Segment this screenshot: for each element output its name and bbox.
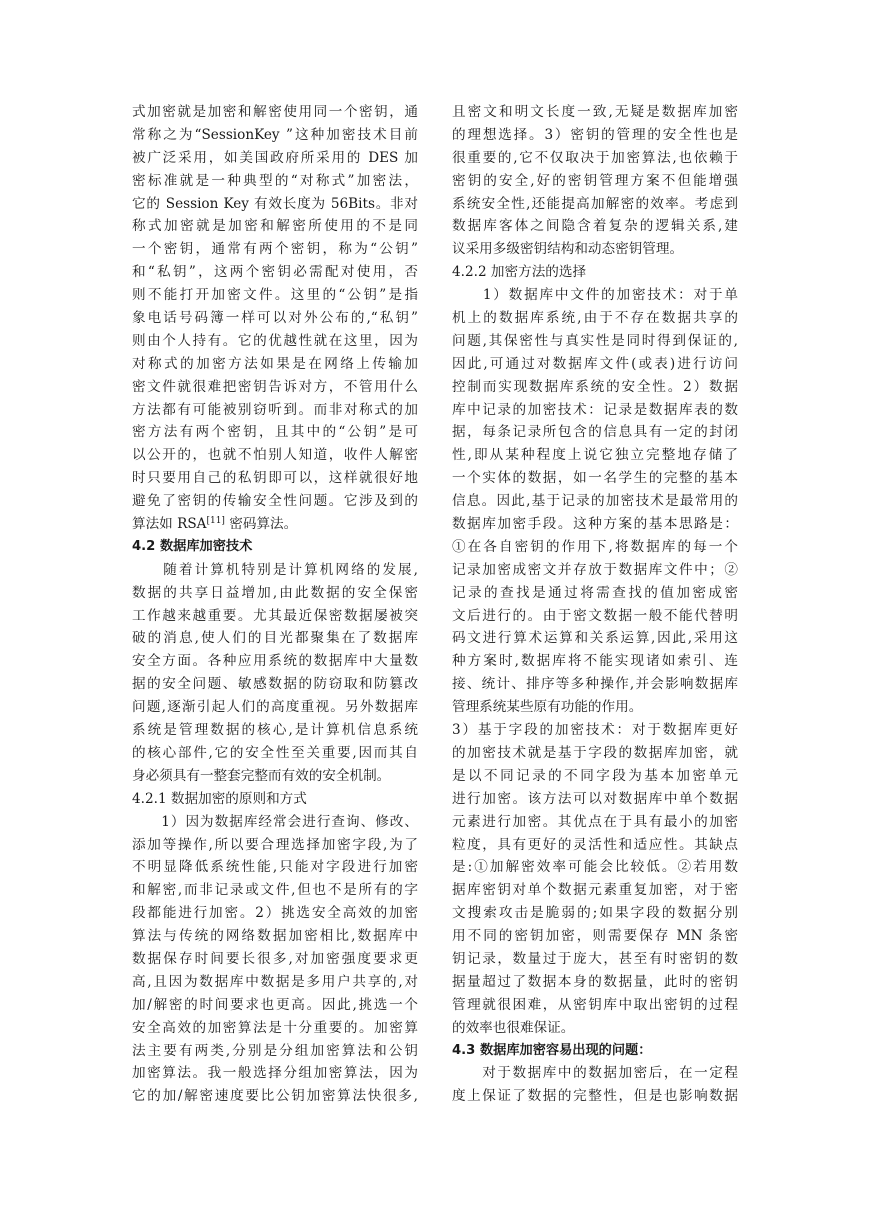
body-text-line bbox=[132, 215, 418, 238]
body-text-line bbox=[452, 765, 738, 788]
line-text: ①在各自密钥的作用下,将数据库的每一个 bbox=[452, 538, 738, 555]
body-text-line bbox=[132, 696, 418, 719]
body-text-line bbox=[132, 1040, 418, 1063]
body-text-line bbox=[132, 261, 418, 284]
body-text-line bbox=[452, 101, 738, 124]
body-text-line bbox=[452, 902, 738, 925]
line-text: 库中记录的加密技术：记录是数据库表的数 bbox=[452, 401, 738, 418]
body-text-line bbox=[132, 101, 418, 124]
body-text-line bbox=[132, 765, 418, 788]
line-text: 4.2.1 数据加密的原则和方式 bbox=[132, 790, 307, 807]
line-text: 管理就很困难，从密钥库中取出密钥的过程 bbox=[452, 996, 738, 1013]
body-text-line bbox=[452, 788, 738, 811]
line-text: 接、统计、排序等多种操作,并会影响数据库 bbox=[452, 676, 738, 693]
body-text-line bbox=[452, 948, 738, 971]
body-text-line bbox=[452, 627, 738, 650]
line-text: 据量超过了数据本身的数据量，此时的密钥 bbox=[452, 973, 738, 990]
line-text: 密方法有两个密钥，且其中的“公钥”是可 bbox=[132, 424, 418, 441]
section-heading bbox=[452, 1040, 738, 1063]
line-text: 不明显降低系统性能,只能对字段进行加密 bbox=[132, 859, 418, 876]
line-text: 象电话号码簿一样可以对外公布的,“私钥” bbox=[132, 310, 418, 327]
body-text-line bbox=[132, 399, 418, 422]
line-text: 避免了密钥的传输安全性问题。它涉及到的 bbox=[132, 493, 418, 510]
body-text-line bbox=[452, 605, 738, 628]
body-text-line bbox=[132, 353, 418, 376]
body-text-line bbox=[132, 902, 418, 925]
line-text: 和解密,而非记录或文件,但也不是所有的字 bbox=[132, 882, 418, 899]
body-text-line bbox=[132, 444, 418, 467]
body-text-line bbox=[132, 490, 418, 513]
line-text: 破的消息,使人们的目光都聚集在了数据库 bbox=[132, 630, 418, 647]
line-text: 据的安全问题、敏感数据的防窃取和防篡改 bbox=[132, 676, 418, 693]
line-text: 数据的共享日益增加,由此数据的安全保密 bbox=[132, 584, 418, 601]
line-text: 的效率也很难保证。 bbox=[452, 1019, 575, 1036]
body-text-line bbox=[132, 170, 418, 193]
body-text-line bbox=[132, 147, 418, 170]
body-text-line bbox=[452, 353, 738, 376]
body-text-line bbox=[452, 215, 738, 238]
line-text: 1）数据库中文件的加密技术：对于单 bbox=[452, 287, 738, 304]
body-text-line bbox=[452, 513, 738, 536]
line-text: 4.3 数据库加密容易出现的问题： bbox=[452, 1042, 652, 1058]
body-text-line bbox=[452, 399, 738, 422]
body-text-line bbox=[452, 994, 738, 1017]
line-text: 管理系统某些原有功能的作用。 bbox=[452, 699, 643, 716]
line-text: 一个实体的数据，如一名学生的完整的基本 bbox=[452, 470, 738, 487]
line-text: 4.2 数据库加密技术 bbox=[132, 538, 253, 554]
line-text: 工作越来越重要。尤其最近保密数据屡被突 bbox=[132, 607, 418, 624]
line-text: 添加等操作,所以要合理选择加密字段,为了 bbox=[132, 836, 418, 853]
body-text-line bbox=[452, 971, 738, 994]
body-text-line bbox=[452, 856, 738, 879]
line-text: 议采用多级密钥结构和动态密钥管理。 bbox=[452, 241, 684, 258]
line-text: 算法如 RSA bbox=[132, 516, 207, 533]
line-text: 以公开的，也就不怕别人知道，收件人解密 bbox=[132, 447, 418, 464]
line-text: 是:①加解密效率可能会比较低。②若用数 bbox=[452, 859, 738, 876]
line-text: 则由个人持有。它的优越性就在这里，因为 bbox=[132, 332, 418, 349]
line-text: 很重要的,它不仅取决于加密算法,也依赖于 bbox=[452, 149, 738, 166]
line-text: 对于数据库中的数据加密后，在一定程 bbox=[452, 1065, 738, 1082]
line-text: 被广泛采用，如美国政府所采用的 DES 加 bbox=[132, 149, 418, 166]
line-text: 3）基于字段的加密技术：对于数据库更好 bbox=[452, 722, 738, 739]
body-text-line bbox=[452, 742, 738, 765]
line-text: 一个密钥，通常有两个密钥，称为“公钥” bbox=[132, 241, 418, 258]
line-text: 机上的数据库系统,由于不存在数据共享的 bbox=[452, 310, 738, 327]
line-text: 方法都有可能被别窃听到。而非对称式的加 bbox=[132, 401, 418, 418]
body-text-line bbox=[452, 238, 738, 261]
line-text: 密标准就是一种典型的“对称式”加密法， bbox=[132, 172, 418, 189]
body-text-line bbox=[452, 124, 738, 147]
line-text: 1）因为数据库经常会进行查询、修改、 bbox=[132, 813, 418, 830]
body-text-line bbox=[452, 582, 738, 605]
body-text-line bbox=[132, 856, 418, 879]
line-text: 段都能进行加密。2）挑选安全高效的加密 bbox=[132, 905, 418, 922]
line-text: 码文进行算术运算和关系运算,因此,采用这 bbox=[452, 630, 738, 647]
subsection-heading bbox=[132, 788, 418, 811]
body-text-line bbox=[452, 330, 738, 353]
line-text: 时只要用自己的私钥即可以，这样就很好地 bbox=[132, 470, 418, 487]
line-text: 常称之为“SessionKey ”这种加密技术目前 bbox=[132, 126, 418, 143]
line-text: 算法与传统的网络数据加密相比,数据库中 bbox=[132, 928, 418, 945]
body-text-line bbox=[452, 879, 738, 902]
body-text-line bbox=[132, 971, 418, 994]
line-text: 系统安全性,还能提高加解密的效率。考虑到 bbox=[452, 195, 738, 212]
body-text-line bbox=[452, 925, 738, 948]
line-text: 安全方面。各种应用系统的数据库中大量数 bbox=[132, 653, 418, 670]
line-text: 对称式的加密方法如果是在网络上传输加 bbox=[132, 355, 418, 372]
body-text-line bbox=[132, 582, 418, 605]
line-text: 则不能打开加密文件。这里的“公钥”是指 bbox=[132, 287, 418, 304]
line-text: 钥记录，数量过于庞大，甚至有时密钥的数 bbox=[452, 950, 738, 967]
line-text-tail: 密码算法。 bbox=[224, 516, 298, 533]
line-text: 系统是管理数据的核心,是计算机信息系统 bbox=[132, 722, 418, 739]
body-text-line bbox=[452, 490, 738, 513]
line-text: 文搜索攻击是脆弱的;如果字段的数据分别 bbox=[452, 905, 738, 922]
body-text-line bbox=[452, 719, 738, 742]
body-text-line bbox=[132, 284, 418, 307]
line-text: 身必须具有一整套完整而有效的安全机制。 bbox=[132, 767, 391, 784]
line-text: 加密算法。我一般选择分组加密算法，因为 bbox=[132, 1065, 418, 1082]
section-heading bbox=[132, 536, 418, 559]
body-text-line bbox=[452, 170, 738, 193]
body-text-line bbox=[132, 467, 418, 490]
body-text-line bbox=[132, 742, 418, 765]
line-text: 是以不同记录的不同字段为基本加密单元 bbox=[452, 767, 738, 784]
line-text: 的加密技术就是基于字段的数据库加密，就 bbox=[452, 744, 738, 761]
line-text: 加/解密的时间要求也更高。因此,挑选一个 bbox=[132, 996, 418, 1013]
body-text-line bbox=[132, 673, 418, 696]
body-text-line bbox=[132, 994, 418, 1017]
citation-marker: [11] bbox=[206, 516, 225, 527]
line-text: 密文件就很难把密钥告诉对方，不管用什么 bbox=[132, 378, 418, 395]
body-text-line bbox=[452, 307, 738, 330]
line-text: 元素进行加密。其优点在于具有最小的加密 bbox=[452, 813, 738, 830]
body-text-line bbox=[132, 513, 418, 536]
body-text-line bbox=[132, 650, 418, 673]
body-text-line bbox=[132, 925, 418, 948]
body-text-line bbox=[452, 696, 738, 719]
body-text-line bbox=[452, 536, 738, 559]
body-text-line bbox=[132, 811, 418, 834]
line-text: 密钥的安全,好的密钥管理方案不但能增强 bbox=[452, 172, 738, 189]
line-text: 问题,其保密性与真实性是同时得到保证的, bbox=[452, 332, 738, 349]
line-text: 因此,可通过对数据库文件(或表)进行访问 bbox=[452, 355, 738, 372]
body-text-line bbox=[452, 1017, 738, 1040]
line-text: 且密文和明文长度一致,无疑是数据库加密 bbox=[452, 104, 738, 120]
body-text-line bbox=[452, 467, 738, 490]
body-text-line bbox=[132, 1085, 418, 1108]
line-text: 数据保存时间要长很多,对加密强度要求更 bbox=[132, 950, 418, 967]
body-text-line bbox=[452, 834, 738, 857]
line-text: 粒度，具有更好的灵活性和适应性。其缺点 bbox=[452, 836, 738, 853]
body-text-line bbox=[132, 330, 418, 353]
body-text-line bbox=[132, 948, 418, 971]
body-text-line bbox=[132, 605, 418, 628]
body-text-line bbox=[452, 1085, 738, 1108]
body-text-line bbox=[132, 879, 418, 902]
body-text-line bbox=[452, 1062, 738, 1085]
body-text-line bbox=[132, 559, 418, 582]
line-text: 控制而实现数据库系统的安全性。2）数据 bbox=[452, 378, 738, 395]
body-text-line bbox=[132, 719, 418, 742]
body-text-line bbox=[132, 238, 418, 261]
line-text: 它的加/解密速度要比公钥加密算法快很多, bbox=[132, 1088, 418, 1105]
line-text: 用不同的密钥加密，则需要保存 MN 条密 bbox=[452, 928, 738, 945]
line-text: 高,且因为数据库中数据是多用户共享的,对 bbox=[132, 973, 418, 990]
line-text: 称式加密就是加密和解密所使用的不是同 bbox=[132, 218, 418, 235]
body-text-line bbox=[132, 124, 418, 147]
body-text-line bbox=[452, 147, 738, 170]
line-text: 信息。因此,基于记录的加密技术是最常用的 bbox=[452, 493, 738, 510]
line-text: 的核心部件,它的安全性至关重要,因而其自 bbox=[132, 744, 418, 761]
line-text: 法主要有两类,分别是分组加密算法和公钥 bbox=[132, 1042, 418, 1059]
line-text: 性,即从某种程度上说它独立完整地存储了 bbox=[452, 447, 738, 464]
body-text-line bbox=[452, 650, 738, 673]
body-text-line bbox=[132, 834, 418, 857]
line-text: 和“私钥”，这两个密钥必需配对使用，否 bbox=[132, 264, 418, 281]
line-text: 记录加密成密文并存放于数据库文件中；② bbox=[452, 561, 738, 578]
line-text: 的理想选择。3）密钥的管理的安全性也是 bbox=[452, 126, 738, 143]
line-text: 文后进行的。由于密文数据一般不能代替明 bbox=[452, 607, 738, 624]
body-text-line bbox=[132, 1062, 418, 1085]
line-text: 进行加密。该方法可以对数据库中单个数据 bbox=[452, 790, 738, 807]
right-column bbox=[452, 101, 738, 1108]
line-text: 4.2.2 加密方法的选择 bbox=[452, 264, 587, 281]
body-text-line bbox=[132, 193, 418, 216]
line-text: 度上保证了数据的完整性，但是也影响数据 bbox=[452, 1088, 738, 1105]
line-text: 据库密钥对单个数据元素重复加密，对于密 bbox=[452, 882, 738, 899]
subsection-heading bbox=[452, 261, 738, 284]
body-text-line bbox=[452, 444, 738, 467]
body-text-line bbox=[452, 376, 738, 399]
line-text: 它的 Session Key 有效长度为 56Bits。非对 bbox=[132, 195, 418, 212]
line-text: 数据库加密手段。这种方案的基本思路是： bbox=[452, 516, 738, 533]
line-text: 数据库客体之间隐含着复杂的逻辑关系,建 bbox=[452, 218, 738, 235]
body-text-line bbox=[452, 421, 738, 444]
body-text-line bbox=[132, 376, 418, 399]
line-text: 记录的查找是通过将需查找的值加密成密 bbox=[452, 584, 738, 601]
line-text: 式加密就是加密和解密使用同一个密钥，通 bbox=[132, 104, 418, 120]
body-text-line bbox=[452, 284, 738, 307]
left-column bbox=[132, 101, 418, 1108]
line-text: 据，每条记录所包含的信息具有一定的封闭 bbox=[452, 424, 738, 441]
line-text: 随着计算机特别是计算机网络的发展, bbox=[132, 561, 418, 578]
body-text-line bbox=[452, 193, 738, 216]
body-text-line bbox=[132, 1017, 418, 1040]
line-text: 问题,逐渐引起人们的高度重视。另外数据库 bbox=[132, 699, 418, 716]
line-text: 安全高效的加密算法是十分重要的。加密算 bbox=[132, 1019, 418, 1036]
body-text-line bbox=[132, 307, 418, 330]
line-text: 种方案时,数据库将不能实现诸如索引、连 bbox=[452, 653, 738, 670]
body-text-line bbox=[452, 559, 738, 582]
body-text-line bbox=[452, 673, 738, 696]
body-text-line bbox=[132, 627, 418, 650]
body-text-line bbox=[452, 811, 738, 834]
body-text-line bbox=[132, 421, 418, 444]
